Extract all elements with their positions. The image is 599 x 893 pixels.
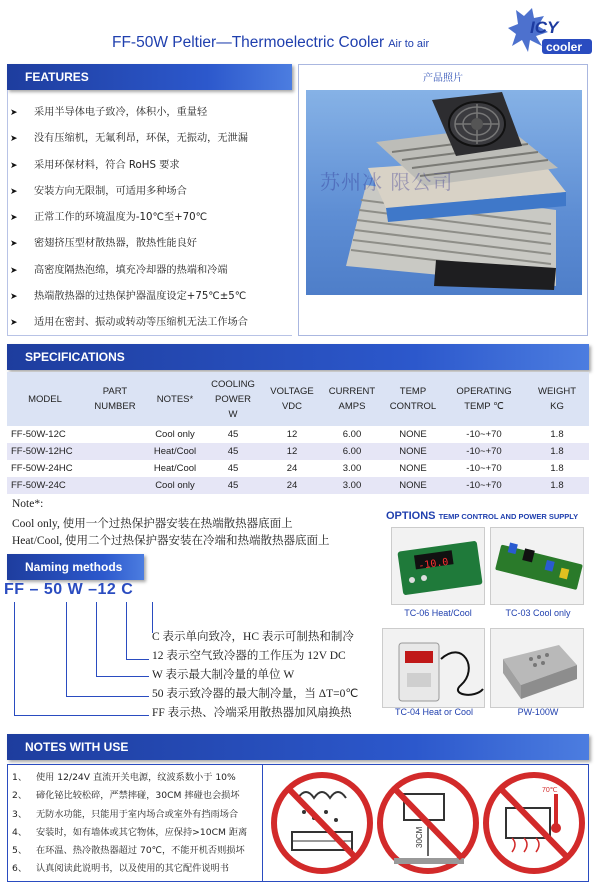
options-title: OPTIONS TEMP CONTROL AND POWER SUPPLY <box>386 510 579 522</box>
col-model: MODEL <box>7 372 83 426</box>
col-part-number: PART NUMBER <box>83 372 147 426</box>
feature-item: ➤ 正常工作的环境温度为-10℃至+70℃ <box>10 205 292 231</box>
feature-item: ➤ 安装方向无限制，可适用多种场合 <box>10 179 292 205</box>
feature-item: ➤ 密翅挤压型材散热器，散热性能良好 <box>10 231 292 257</box>
col-temp-control: TEMP CONTROL <box>383 372 443 426</box>
logo-bottom-text: cooler <box>546 40 583 54</box>
specifications-table <box>7 372 589 494</box>
option-caption: PW-100W <box>517 707 559 717</box>
col-weight: WEIGHT KG <box>525 372 589 426</box>
no-overheat-icon <box>486 775 582 871</box>
col-notes: NOTES* <box>147 372 203 426</box>
option-caption: TC-06 Heat/Cool <box>404 608 472 618</box>
arrow-bullet-icon: ➤ <box>10 160 18 171</box>
note-line: Cool only, 使用一个过热保护器安装在热端散热器底面上 <box>12 518 293 530</box>
product-photo-caption: 产品照片 <box>423 73 463 84</box>
table-row: FF-50W-12C Cool only 45 12 6.00 NONE -10~+70 1.8 <box>11 429 564 440</box>
arrow-bullet-icon: ➤ <box>10 318 18 329</box>
option-caption: TC-03 Cool only <box>505 608 571 618</box>
pw100w-power-supply-image <box>490 628 584 708</box>
list-item: 3、 无防水功能，只能用于室内场合或室外有挡雨场合 <box>12 808 239 820</box>
naming-model-code: FF – 50 W –12 C <box>4 581 134 598</box>
col-cooling-power: COOLING POWER W <box>203 372 263 426</box>
no-water-icon <box>274 775 370 871</box>
arrow-bullet-icon: ➤ <box>10 265 18 276</box>
prohibition-icons <box>268 768 586 878</box>
naming-connector-line <box>14 602 149 716</box>
notes-with-use-heading: NOTES WITH USE <box>7 734 589 760</box>
list-item: 4、 安装时，如有墙体或其它物体，应保持>10CM 距离 <box>12 826 248 838</box>
logo-top-text: ICY <box>530 18 559 37</box>
naming-line: W 表示最大制冷量的单位 W <box>152 669 295 681</box>
naming-line: 12 表示空气致冷器的工作压为 12V DC <box>152 650 346 662</box>
note-line: Heat/Cool, 使用二个过热保护器安装在冷端和热端散热器底面上 <box>12 535 330 547</box>
naming-line: 50 表示致冷器的最大制冷量，当 ΔT=0℃ <box>152 688 359 700</box>
specifications-heading: SPECIFICATIONS <box>7 344 589 370</box>
naming-line: C 表示单向致冷，HC 表示可制热和制冷 <box>152 631 354 643</box>
tc06-display-text: -10.0 <box>417 556 450 572</box>
arrow-bullet-icon: ➤ <box>10 239 18 250</box>
option-caption: TC-04 Heat or Cool <box>394 707 474 717</box>
list-item: 5、 在环温、热冷散热器超过 70℃，不能开机否则损坏 <box>12 845 245 857</box>
arrow-bullet-icon: ➤ <box>10 108 18 118</box>
temperature-label: 70℃ <box>542 787 558 794</box>
feature-item: ➤ 热端散热器的过热保护器温度设定+75℃±5℃ <box>10 284 292 310</box>
feature-item: ➤ 高密度隔热泡绵，填充冷却器的热端和冷端 <box>10 258 292 284</box>
tc06-controller-image <box>391 527 485 605</box>
naming-methods-heading: Naming methods <box>7 554 144 580</box>
table-header-row <box>7 372 589 426</box>
list-item: 6、 认真阅读此说明书，以及使用的其它配件说明书 <box>12 863 229 875</box>
col-voltage: VOLTAGE VDC <box>263 372 321 426</box>
features-list <box>10 100 292 337</box>
arrow-bullet-icon: ➤ <box>10 186 18 197</box>
drop-height-label: 30CM <box>415 826 424 848</box>
col-current: CURRENT AMPS <box>321 372 383 426</box>
arrow-bullet-icon: ➤ <box>10 134 18 145</box>
feature-item: ➤ 采用半导体电子致冷，体积小，重量轻 <box>10 100 292 126</box>
features-heading: FEATURES <box>7 64 292 90</box>
arrow-bullet-icon: ➤ <box>10 292 18 303</box>
tc03-controller-image <box>490 527 584 605</box>
feature-item: ➤ 采用环保材料，符合 RoHS 要求 <box>10 153 292 179</box>
naming-line: FF 表示热、冷端采用散热器加风扇换热 <box>152 707 352 719</box>
table-row: FF-50W-24HC Heat/Cool 45 24 3.00 NONE -10~+70 1.8 <box>11 463 564 474</box>
feature-item: ➤ 没有压缩机，无氟利昂，环保，无振动，无泄漏 <box>10 126 292 152</box>
no-drop-icon <box>380 775 476 871</box>
col-operating-temp: OPERATING TEMP ℃ <box>443 372 525 426</box>
tc04-controller-image <box>382 628 485 708</box>
table-row: FF-50W-24C Cool only 45 24 3.00 NONE -10~+70 1.8 <box>7 477 589 494</box>
notes-with-use-list <box>12 769 247 879</box>
feature-item: ➤ 适用在密封、振动或转动等压缩机无法工作场合 <box>10 310 292 336</box>
photo-watermark: 苏州冰 限公司 <box>320 170 454 194</box>
list-item: 2、 碲化铋比较松碎，严禁摔碰，30CM 摔碰也会损坏 <box>12 790 240 802</box>
note-title: Note*: <box>12 498 44 510</box>
document-title <box>112 34 429 52</box>
list-item: 1、 使用 12/24V 直流开关电源，纹波系数小于 10% <box>12 772 236 783</box>
table-row: FF-50W-12HC Heat/Cool 45 12 6.00 NONE -10~+70 1.8 <box>7 443 589 460</box>
title-text: FF-50W Peltier—Thermoelectric Cooler <box>112 34 385 51</box>
title-subtitle: Air to air <box>388 38 430 50</box>
arrow-bullet-icon: ➤ <box>10 213 18 224</box>
icy-cooler-logo <box>508 6 594 58</box>
